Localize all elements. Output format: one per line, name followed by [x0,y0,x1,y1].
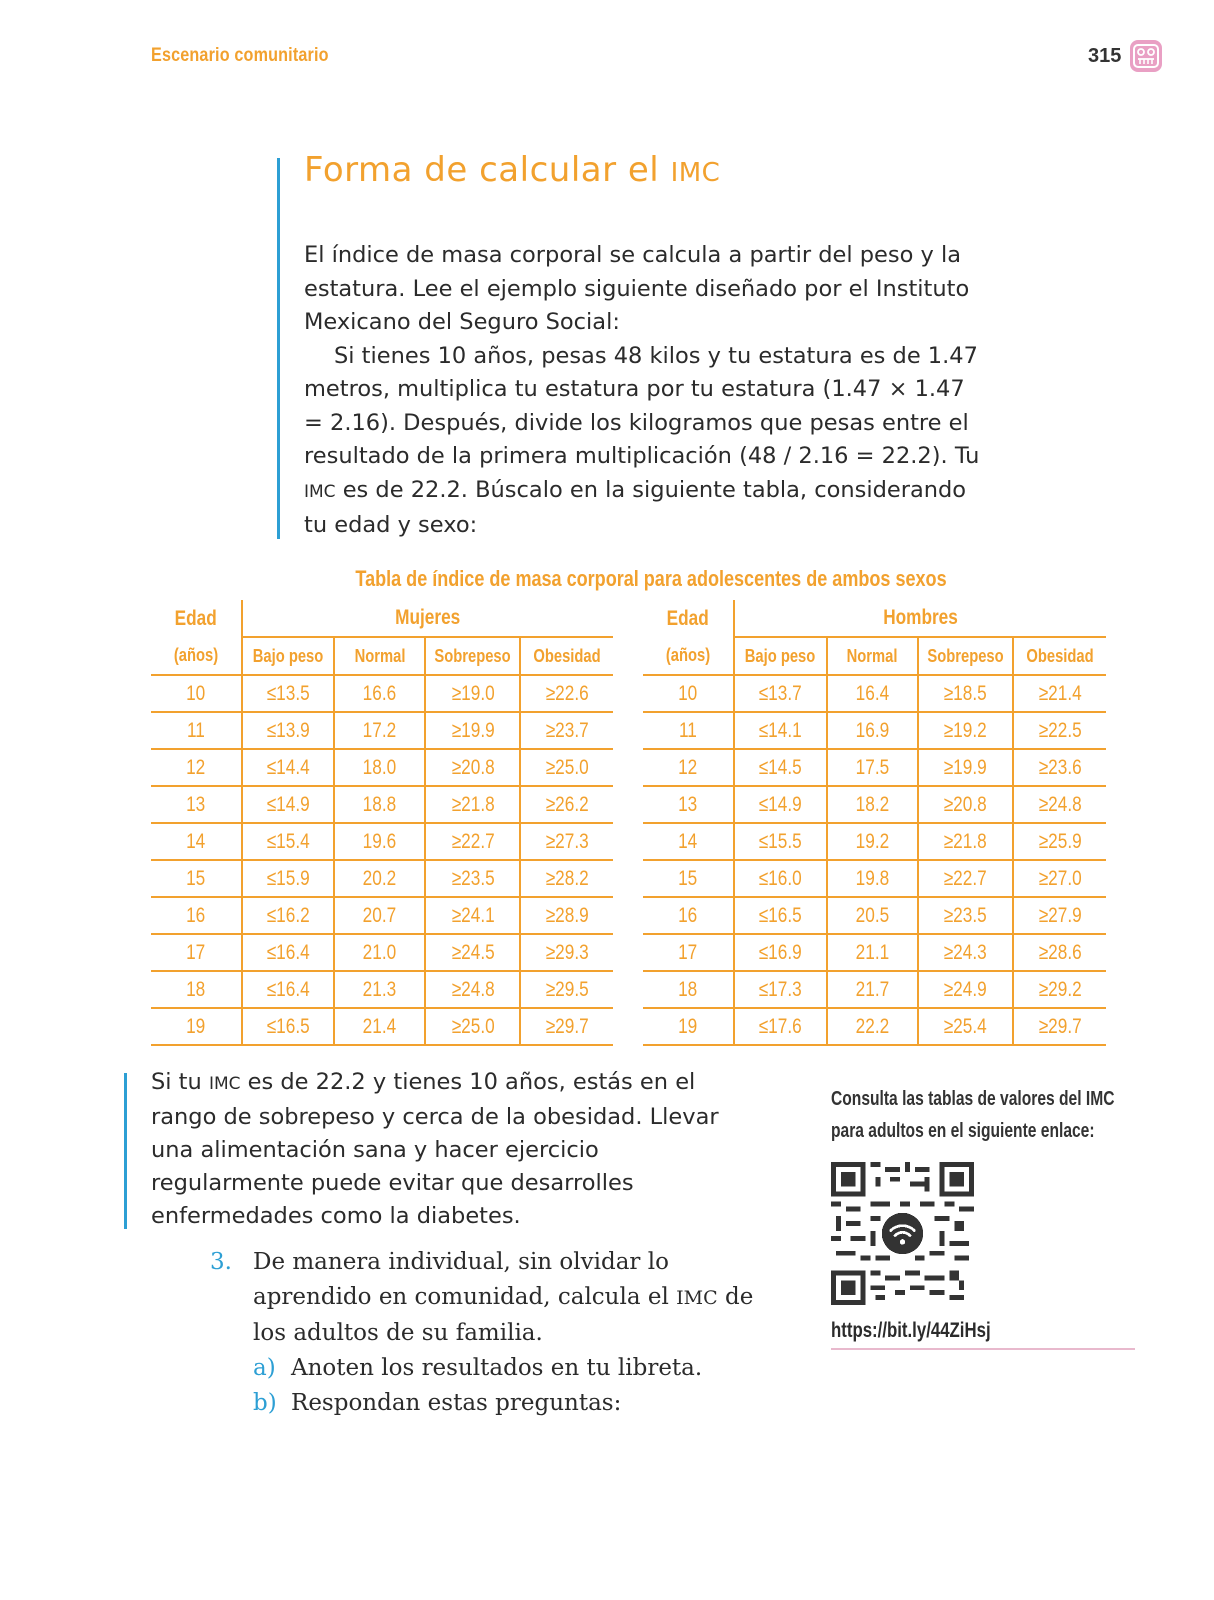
column-header: Normal [827,637,918,675]
intro-paragraph-2-b: es de 22.2. Búscalo en la siguiente tabla, considerando tu edad y sexo: [304,476,967,538]
bmi-table-women [151,600,613,1046]
value-cell: 20.7 [334,897,425,934]
table-row [643,712,1106,749]
column-header: Obesidad [520,637,613,675]
value-cell: ≥21.8 [425,786,520,823]
activity-body [253,1245,770,1351]
activity-item-text: Anoten los resultados en tu libreta. [291,1355,703,1381]
value-cell: ≥22.7 [425,823,520,860]
table-row [151,675,613,712]
age-cell: 14 [151,823,242,860]
value-cell: ≤13.5 [242,675,334,712]
table-row [643,897,1106,934]
value-cell: 18.0 [334,749,425,786]
value-cell: ≥29.5 [520,971,613,1008]
value-cell: ≤15.9 [242,860,334,897]
value-cell: ≥27.0 [1013,860,1106,897]
value-cell: ≥29.3 [520,934,613,971]
value-cell: ≥19.2 [918,712,1013,749]
value-cell: ≤14.5 [734,749,826,786]
value-cell: 16.4 [827,675,918,712]
value-cell: ≥24.8 [425,971,520,1008]
activity-item-text: Respondan estas preguntas: [291,1390,622,1416]
value-cell: 19.2 [827,823,918,860]
age-header: Edad [174,606,218,630]
age-cell: 19 [151,1008,242,1045]
value-cell: ≥20.8 [425,749,520,786]
value-cell: ≤16.0 [734,860,826,897]
table-row [643,860,1106,897]
community-glyph-icon [1130,40,1162,72]
value-cell: ≥23.5 [918,897,1013,934]
value-cell: ≥25.9 [1013,823,1106,860]
age-cell: 15 [151,860,242,897]
value-cell: ≤17.3 [734,971,826,1008]
value-cell: 21.4 [334,1008,425,1045]
value-cell: ≥22.6 [520,675,613,712]
value-cell: 21.1 [827,934,918,971]
value-cell: ≥24.9 [918,971,1013,1008]
activity-item-label: b) [253,1390,277,1416]
value-cell: ≥19.0 [425,675,520,712]
column-header: Normal [334,637,425,675]
value-cell: ≥24.3 [918,934,1013,971]
age-cell: 19 [643,1008,734,1045]
value-cell: 18.8 [334,786,425,823]
value-cell: ≥19.9 [918,749,1013,786]
value-cell: ≥27.3 [520,823,613,860]
value-cell: ≤16.2 [242,897,334,934]
table-row [643,1008,1106,1045]
value-cell: ≥28.6 [1013,934,1106,971]
age-cell: 16 [151,897,242,934]
value-cell: ≥24.1 [425,897,520,934]
table-row [151,1008,613,1045]
value-cell: ≤14.9 [242,786,334,823]
activity-text-b: de los adultos de su familia. [253,1284,754,1346]
age-cell: 11 [643,712,734,749]
value-cell: ≥21.4 [1013,675,1106,712]
value-cell: ≥26.2 [520,786,613,823]
result-text [151,1066,751,1233]
men-header: Hombres [734,600,1106,637]
table-row [643,823,1106,860]
result-text-a: Si tu [151,1069,202,1095]
value-cell: ≤14.9 [734,786,826,823]
value-cell: ≥22.5 [1013,712,1106,749]
value-cell: ≤14.4 [242,749,334,786]
value-cell: ≥23.7 [520,712,613,749]
table-row [151,712,613,749]
column-header: Bajo peso [734,637,826,675]
value-cell: 19.6 [334,823,425,860]
table-row [151,934,613,971]
activity-text-a: De manera individual, sin olvidar lo aprendido en comunidad, calcula el [253,1249,669,1310]
value-cell: ≥21.8 [918,823,1013,860]
value-cell: 20.5 [827,897,918,934]
value-cell: 21.7 [827,971,918,1008]
value-cell: ≥23.5 [425,860,520,897]
age-cell: 18 [643,971,734,1008]
value-cell: ≥19.9 [425,712,520,749]
qr-code-icon[interactable] [831,1162,974,1305]
age-cell: 17 [643,934,734,971]
intro-paragraph-1: El índice de masa corporal se calcula a partir del peso y la estatura. Lee el ejemplo siguiente diseñado por el Instituto Mexicano del Seguro Social: [304,242,970,335]
value-cell: ≤16.4 [242,934,334,971]
value-cell: 21.0 [334,934,425,971]
age-cell: 12 [151,749,242,786]
intro-paragraph-2 [304,340,984,543]
result-side-rule [124,1073,127,1229]
value-cell: ≤13.9 [242,712,334,749]
value-cell: ≥27.9 [1013,897,1106,934]
value-cell: 18.2 [827,786,918,823]
value-cell: ≤13.7 [734,675,826,712]
value-cell: ≤16.5 [242,1008,334,1045]
value-cell: ≤16.9 [734,934,826,971]
age-cell: 10 [643,675,734,712]
table-title: Tabla de índice de masa corporal para adolescentes de ambos sexos [355,566,947,591]
section-title-abbr: IMC [670,158,721,188]
value-cell: 20.2 [334,860,425,897]
table-row [643,934,1106,971]
table-row [151,786,613,823]
intro-side-rule [277,158,280,539]
age-header: Edad [667,606,710,630]
section-title [304,150,720,190]
table-row [643,675,1106,712]
table-row [151,897,613,934]
qr-link-underline [831,1348,1135,1350]
value-cell: 19.8 [827,860,918,897]
age-cell: 15 [643,860,734,897]
value-cell: ≥25.4 [918,1008,1013,1045]
column-header: Sobrepeso [425,637,520,675]
table-row [643,786,1106,823]
table-row [151,971,613,1008]
qr-caption: Consulta las tablas de valores del IMC para adultos en el siguiente enlace: [831,1088,1115,1142]
age-header-unit: (años) [151,637,242,675]
value-cell: 21.3 [334,971,425,1008]
value-cell: ≤14.1 [734,712,826,749]
column-header: Bajo peso [242,637,334,675]
activity-text-abbr: IMC [676,1287,718,1309]
value-cell: ≥29.2 [1013,971,1106,1008]
section-header: Escenario comunitario [151,45,329,66]
value-cell: ≤16.4 [242,971,334,1008]
age-cell: 18 [151,971,242,1008]
value-cell: 22.2 [827,1008,918,1045]
value-cell: ≤15.4 [242,823,334,860]
table-row [151,860,613,897]
value-cell: ≥28.2 [520,860,613,897]
table-row [643,749,1106,786]
age-cell: 14 [643,823,734,860]
value-cell: ≤15.5 [734,823,826,860]
value-cell: ≥25.0 [425,1008,520,1045]
value-cell: ≥18.5 [918,675,1013,712]
activity-item-label: a) [253,1355,276,1381]
age-cell: 10 [151,675,242,712]
value-cell: ≤16.5 [734,897,826,934]
value-cell: 17.2 [334,712,425,749]
qr-link[interactable]: https://bit.ly/44ZiHsj [831,1319,991,1342]
value-cell: ≥22.7 [918,860,1013,897]
women-header: Mujeres [242,600,613,637]
bmi-table-men [643,600,1106,1046]
section-title-text: Forma de calcular el [304,150,660,190]
age-cell: 13 [151,786,242,823]
value-cell: 17.5 [827,749,918,786]
activity-item-a [253,1351,770,1386]
value-cell: ≥24.8 [1013,786,1106,823]
value-cell: ≥28.9 [520,897,613,934]
age-cell: 16 [643,897,734,934]
value-cell: ≥23.6 [1013,749,1106,786]
intro-text [304,239,984,543]
activity-number: 3. [210,1249,232,1275]
activity-3 [210,1245,770,1421]
value-cell: ≥24.5 [425,934,520,971]
value-cell: ≤17.6 [734,1008,826,1045]
table-row [151,749,613,786]
result-text-b: es de 22.2 y tienes 10 años, estás en el rango de sobrepeso y cerca de la obesidad. Llevar una alimentación sana y hacer ejercicio regularmente puede evitar que desarrolles enfermedades como la diabetes. [151,1069,719,1229]
page-number: 315 [1088,45,1122,67]
value-cell: ≥20.8 [918,786,1013,823]
intro-paragraph-2-abbr: IMC [304,481,336,502]
value-cell: 16.9 [827,712,918,749]
age-cell: 13 [643,786,734,823]
value-cell: 16.6 [334,675,425,712]
age-header-unit: (años) [643,637,734,675]
result-text-abbr: IMC [208,1074,241,1094]
column-header: Obesidad [1013,637,1106,675]
age-cell: 17 [151,934,242,971]
value-cell: ≥25.0 [520,749,613,786]
column-header: Sobrepeso [918,637,1013,675]
age-cell: 12 [643,749,734,786]
intro-paragraph-2-a: Si tienes 10 años, pesas 48 kilos y tu estatura es de 1.47 metros, multiplica tu estatura por tu estatura (1.47 × 1.47 = 2.16). Después, divide los kilogramos que pesas entre el resultado de la primera multiplicación (48 / 2.16 = 22.2). Tu [304,342,980,469]
table-row [643,971,1106,1008]
value-cell: ≥29.7 [1013,1008,1106,1045]
age-cell: 11 [151,712,242,749]
table-row [151,823,613,860]
activity-item-b [253,1386,770,1421]
value-cell: ≥29.7 [520,1008,613,1045]
